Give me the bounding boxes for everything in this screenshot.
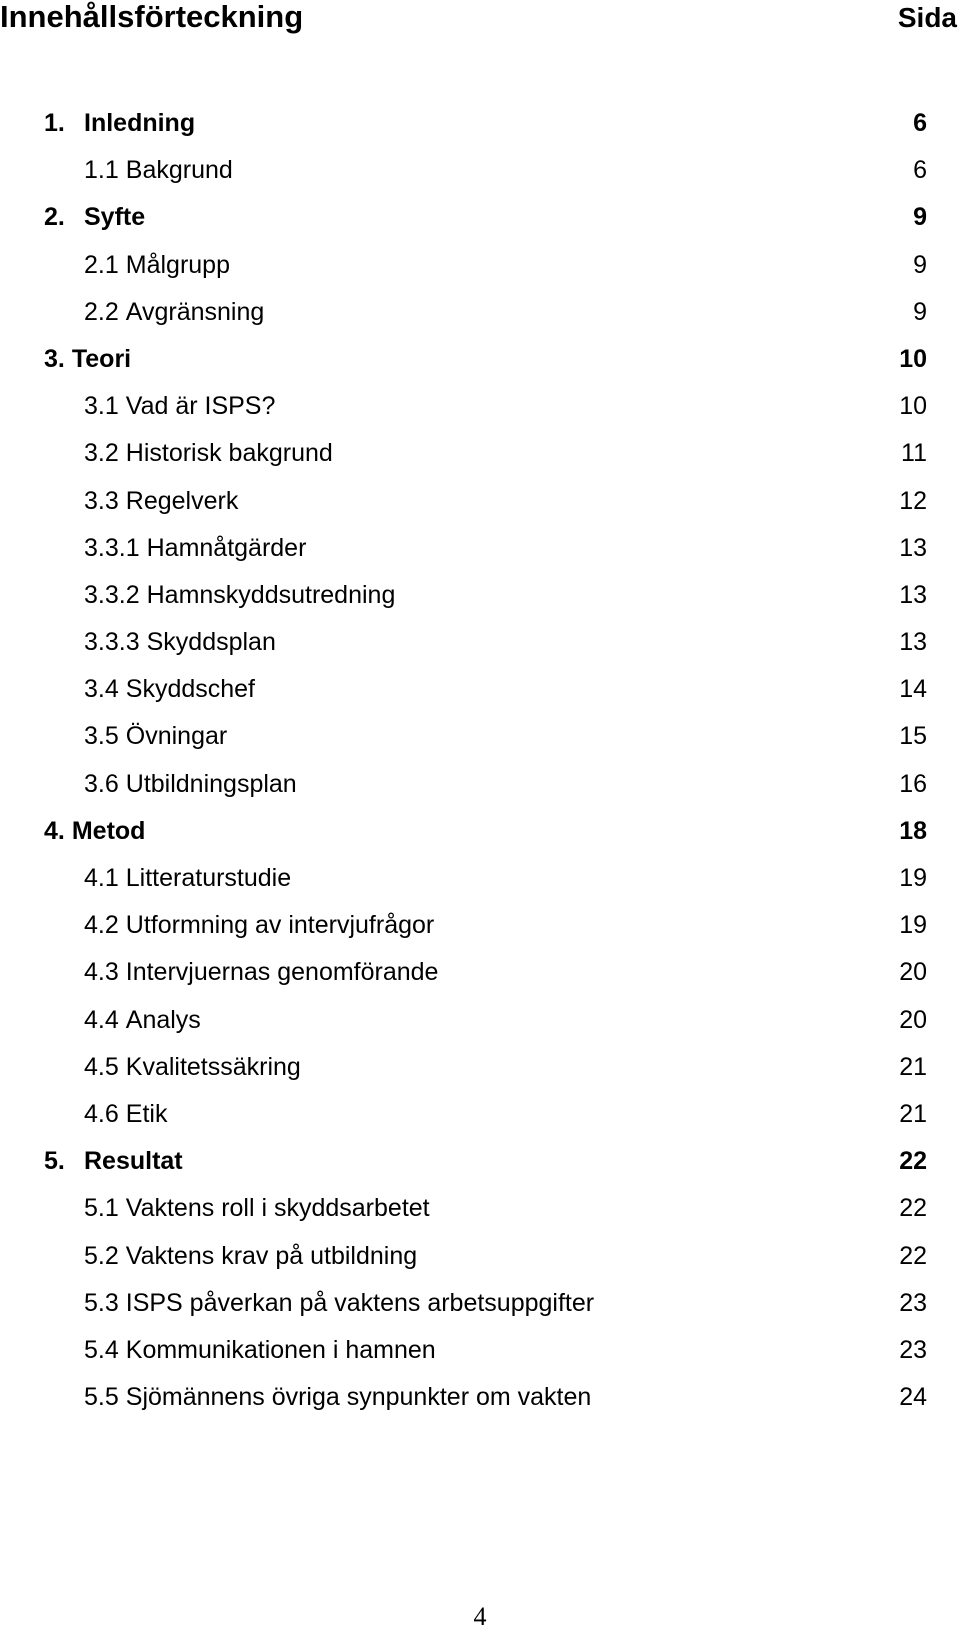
- toc-entry-page: 23: [899, 1335, 927, 1364]
- toc-entry-page: 15: [899, 722, 927, 751]
- toc-entry-number: 3.6: [84, 769, 119, 798]
- toc-entry-page: 13: [899, 628, 927, 657]
- toc-entry-title: Utbildningsplan: [125, 769, 297, 798]
- toc-entry-number: 4.2: [84, 911, 119, 940]
- toc-entry-page: 10: [899, 344, 927, 373]
- toc-entry-number: 5.2: [84, 1241, 119, 1270]
- page-number: 4: [473, 1602, 487, 1631]
- toc-entry-title: Övningar: [125, 722, 228, 751]
- table-of-contents: [0, 100, 960, 1421]
- toc-section-entry: [0, 1185, 960, 1232]
- toc-entry-title: Teori: [71, 344, 132, 373]
- toc-entry-page: 21: [899, 1052, 927, 1081]
- toc-entry-number: 4.: [44, 816, 65, 845]
- toc-entry-page: 6: [913, 109, 927, 137]
- toc-entry-title: Inledning: [84, 109, 196, 137]
- toc-entry-page: 9: [913, 297, 927, 326]
- toc-entry-title: Vaktens krav på utbildning: [125, 1241, 418, 1270]
- toc-entry-page: 22: [899, 1194, 927, 1223]
- toc-entry-number: 3.5: [84, 722, 119, 751]
- toc-chapter-entry: [0, 1138, 960, 1185]
- toc-entry-title: Kommunikationen i hamnen: [125, 1335, 436, 1364]
- toc-section-entry: [0, 1327, 960, 1374]
- toc-entry-title: Regelverk: [125, 486, 239, 515]
- toc-entry-number: 5.5: [84, 1383, 119, 1412]
- toc-section-entry: [0, 666, 960, 713]
- toc-entry-title: Vaktens roll i skyddsarbetet: [125, 1194, 430, 1223]
- toc-section-entry: [0, 997, 960, 1044]
- toc-entry-number: 3.3.2: [84, 580, 140, 609]
- toc-section-entry: [0, 572, 960, 619]
- toc-section-entry: [0, 525, 960, 572]
- toc-entry-title: Litteraturstudie: [125, 864, 292, 892]
- toc-section-entry: [0, 1280, 960, 1327]
- toc-entry-title: Syfte: [84, 203, 146, 232]
- toc-entry-page: 9: [913, 203, 927, 232]
- toc-header: [0, 0, 960, 40]
- toc-entry-page: 11: [901, 439, 927, 468]
- toc-entry-title: Bakgrund: [125, 156, 233, 185]
- toc-entry-page: 19: [899, 864, 927, 892]
- toc-entry-number: 1.1: [84, 156, 119, 185]
- toc-section-entry: [0, 1233, 960, 1280]
- toc-entry-title: Vad är ISPS?: [125, 392, 276, 421]
- toc-section-entry: [0, 713, 960, 760]
- toc-entry-number: 2.1: [84, 250, 119, 279]
- toc-entry-page: 14: [899, 675, 927, 704]
- toc-entry-number: 4.6: [84, 1099, 119, 1128]
- toc-entry-number: 2.: [44, 203, 65, 232]
- toc-entry-title: Resultat: [84, 1147, 183, 1176]
- toc-entry-title: Målgrupp: [125, 250, 230, 279]
- toc-entry-page: 24: [899, 1383, 927, 1412]
- toc-section-entry: [0, 619, 960, 666]
- toc-entry-number: 5.1: [84, 1194, 119, 1223]
- toc-entry-number: 5.4: [84, 1335, 119, 1364]
- toc-entry-page: 6: [913, 156, 927, 185]
- toc-entry-page: 20: [899, 1005, 927, 1034]
- toc-chapter-entry: [0, 100, 960, 147]
- toc-entry-number: 5.3: [84, 1288, 119, 1317]
- toc-entry-number: 3.3.3: [84, 628, 140, 657]
- toc-section-entry: [0, 242, 960, 289]
- toc-entry-page: 22: [899, 1241, 927, 1270]
- toc-entry-page: 20: [899, 958, 927, 987]
- toc-section-entry: [0, 902, 960, 949]
- toc-entry-page: 10: [899, 392, 927, 421]
- toc-section-entry: [0, 289, 960, 336]
- toc-entry-page: 13: [899, 533, 927, 562]
- toc-entry-number: 4.1: [84, 864, 119, 892]
- toc-entry-number: 4.4: [84, 1005, 119, 1034]
- toc-entry-page: 18: [899, 816, 927, 845]
- toc-section-entry: [0, 383, 960, 430]
- toc-entry-page: 23: [899, 1288, 927, 1317]
- page-title: Innehållsförteckning: [0, 0, 304, 34]
- toc-entry-number: 3.4: [84, 675, 119, 704]
- toc-entry-page: 21: [899, 1099, 927, 1128]
- toc-chapter-entry: [0, 194, 960, 241]
- toc-entry-page: 16: [899, 769, 927, 798]
- toc-chapter-entry: [0, 336, 960, 383]
- toc-entry-title: Hamnskyddsutredning: [146, 580, 396, 609]
- page-column-label: Sida: [897, 2, 957, 33]
- toc-entry-number: 3.2: [84, 439, 119, 468]
- toc-entry-title: ISPS påverkan på vaktens arbetsuppgifter: [125, 1288, 595, 1317]
- toc-section-entry: [0, 147, 960, 194]
- toc-section-entry: [0, 1091, 960, 1138]
- toc-entry-title: Sjömännens övriga synpunkter om vakten: [125, 1383, 592, 1412]
- toc-entry-title: Kvalitetssäkring: [125, 1052, 301, 1081]
- toc-section-entry: [0, 949, 960, 996]
- toc-entry-title: Utformning av intervjufrågor: [125, 911, 435, 940]
- toc-entry-number: 3.: [44, 344, 65, 373]
- toc-section-entry: [0, 1374, 960, 1421]
- toc-entry-title: Intervjuernas genomförande: [125, 958, 439, 987]
- toc-entry-title: Hamnåtgärder: [146, 533, 307, 562]
- toc-section-entry: [0, 1044, 960, 1091]
- toc-entry-page: 9: [913, 250, 927, 279]
- toc-section-entry: [0, 855, 960, 902]
- toc-entry-title: Skyddsplan: [146, 628, 276, 657]
- toc-entry-page: 13: [899, 580, 927, 609]
- toc-entry-title: Analys: [125, 1005, 201, 1034]
- toc-entry-number: 3.3.1: [84, 533, 140, 562]
- toc-entry-title: Avgränsning: [125, 297, 265, 326]
- toc-entry-page: 12: [899, 486, 927, 515]
- toc-section-entry: [0, 478, 960, 525]
- toc-chapter-entry: [0, 808, 960, 855]
- toc-entry-number: 3.1: [84, 392, 119, 421]
- toc-entry-number: 2.2: [84, 297, 119, 326]
- toc-entry-number: 4.5: [84, 1052, 119, 1081]
- toc-entry-number: 1.: [44, 109, 65, 137]
- toc-section-entry: [0, 761, 960, 808]
- toc-entry-number: 4.3: [84, 958, 119, 987]
- toc-entry-title: Metod: [71, 816, 146, 845]
- toc-entry-page: 19: [899, 911, 927, 940]
- toc-entry-number: 3.3: [84, 486, 119, 515]
- toc-entry-title: Skyddschef: [125, 675, 256, 704]
- toc-entry-title: Etik: [125, 1099, 168, 1128]
- toc-entry-number: 5.: [44, 1147, 65, 1176]
- toc-entry-page: 22: [899, 1147, 927, 1176]
- toc-section-entry: [0, 430, 960, 477]
- toc-entry-title: Historisk bakgrund: [125, 439, 333, 468]
